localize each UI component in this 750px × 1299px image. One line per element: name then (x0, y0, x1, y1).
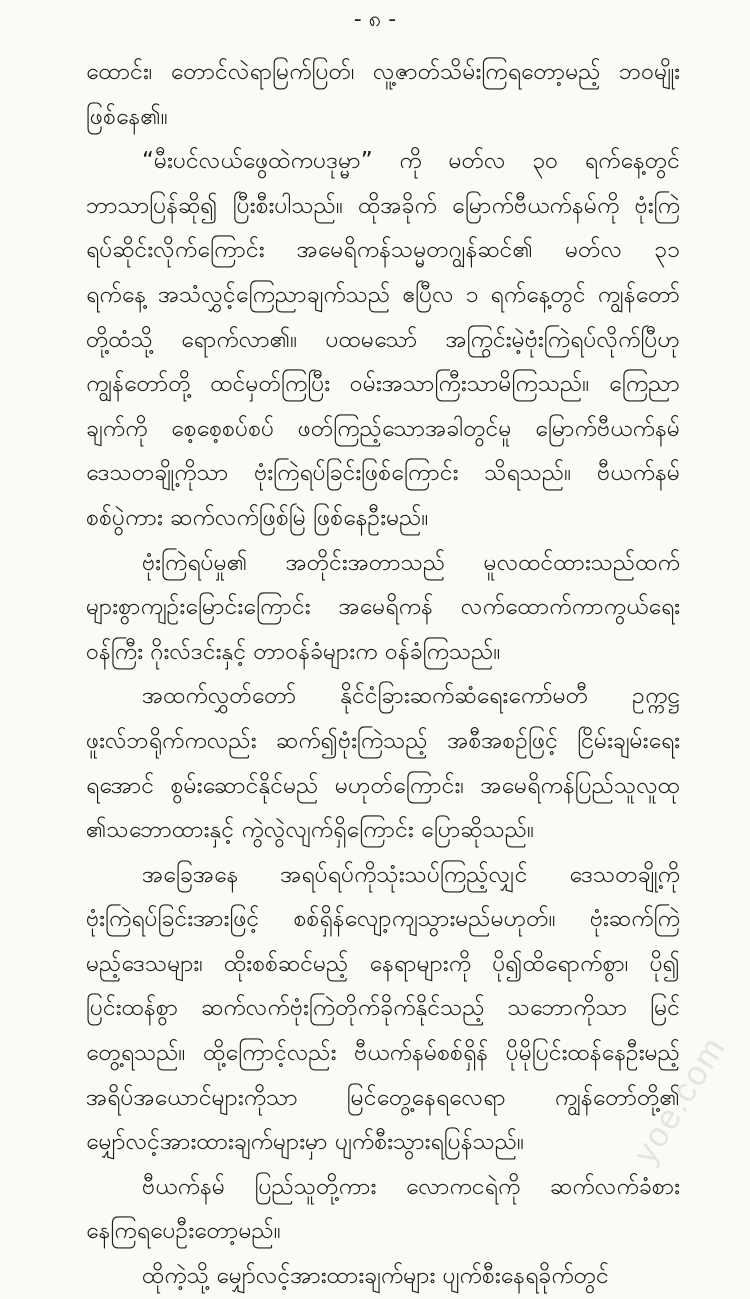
text-line: ၏သဘောထားနှင့် ကွဲလွဲလျက်ရှိကြောင်း ပြောဆိုသည်။ (86, 817, 535, 844)
text-line: ရအောင် စွမ်းဆောင်နိုင်မည် မဟုတ်ကြောင်း၊ အမေရိကန်ပြည်သူလူထု (86, 772, 680, 799)
text-line: ဝန်ကြီး ဂိုးလ်ဒင်းနှင့် တာဝန်ခံများက ဝန်ခံကြသည်။ (86, 638, 501, 665)
text-line: ဒေသတချို့ကိုသာ ဗုံးကြဲရပ်ခြင်းဖြစ်ကြောင်း သိရသည်။ ဗီယက်နမ် (86, 460, 680, 487)
text-line: ထိုကဲ့သို့ မျှော်လင့်အားထားချက်များ ပျက်စီးနေရခိုက်တွင် (142, 1263, 609, 1290)
text-line: အရိပ်အယောင်များကိုသာ မြင်တွေ့နေရလေရာ ကျွန်တော်တို့၏ (86, 1084, 680, 1111)
text-line: စစ်ပွဲကား ဆက်လက်ဖြစ်မြဲ ဖြစ်နေဦးမည်။ (86, 504, 429, 531)
text-line: “မီးပင်လယ်ဖွေထဲကပဒုမ္မာ” ကို မတ်လ ၃၀ ရက်နေ့တွင် (142, 148, 680, 175)
text-line: မျှော်လင့်အားထားချက်များမှာ ပျက်စီးသွားရပြန်သည်။ (86, 1129, 525, 1156)
watermark: yoe.com (625, 1029, 734, 1171)
text-line: တို့ထံသို့ ရောက်လာ၏။ ပထမသော် အကြွင်းမဲ့ဗုံးကြဲရပ်လိုက်ပြီဟု (86, 326, 680, 353)
text-line: ဖြစ်နေ၏။ (86, 103, 168, 130)
text-line: ပြင်းထန်စွာ ဆက်လက်ဗုံးကြဲတိုက်ခိုက်နိုင်သည့် သဘောကိုသာ မြင် (86, 995, 680, 1022)
text-line: ကျွန်တော်တို့ ထင်မှတ်ကြပြီး ဝမ်းအသာကြီးသာမိကြသည်။ ကြေညာ (86, 371, 680, 398)
page-number: - ၈ - (353, 7, 397, 32)
text-line: ဗုံးကြဲရပ်ခြင်းအားဖြင့် စစ်ရှိန်လျော့ကျသွားမည်မဟုတ်။ ဗုံးဆက်ကြဲ (86, 906, 680, 933)
text-line: ရပ်ဆိုင်းလိုက်ကြောင်း အမေရိကန်သမ္မတဂျွန်ဆင်၏ မတ်လ ၃၁ (86, 237, 680, 264)
text-line: ထောင်း၊ တောင်လဲရာမြက်ပြတ်၊ လူ့ဇာတ်သိမ်းကြရတော့မည့် ဘ၀မျိုး (86, 59, 680, 85)
body-text (86, 50, 680, 1299)
text-line: ဘာသာပြန်ဆို၍ ပြီးစီးပါသည်။ ထိုအခိုက် မြောက်ဗီယက်နမ်ကို ဗုံးကြဲ (86, 192, 680, 219)
text-line: အထက်လွှတ်တော် နိုင်ငံခြားဆက်ဆံရေးကော်မတီ ဥက္ကဋ္ဌ (142, 683, 680, 710)
text-line: များစွာကျဉ်းမြောင်းကြောင်း အမေရိကန် လက်ထောက်ကာကွယ်ရေး (86, 594, 680, 621)
text-line: ဗုံးကြဲရပ်မှု၏ အတိုင်းအတာသည် မူလထင်ထားသည်ထက် (142, 549, 680, 576)
text-line: ချက်ကို စေ့စေ့စပ်စပ် ဖတ်ကြည့်သောအခါတွင်မူ မြောက်ဗီယက်နမ် (86, 415, 680, 442)
text-line: အခြေအနေ အရပ်ရပ်ကိုသုံးသပ်ကြည့်လျှင် ဒေသတချို့ကို (142, 861, 680, 888)
text-line: နေကြရပေဦးတော့မည်။ (86, 1218, 281, 1245)
text-line: မည့်ဒေသများ၊ ထိုးစစ်ဆင်မည့် နေရာများကို ပို၍ထိရောက်စွာ၊ ပို၍ (86, 950, 680, 977)
text-line: ဗီယက်နမ် ပြည်သူတို့ကား လောကငရဲကို ဆက်လက်ခံစား (142, 1173, 680, 1200)
text-line: ရက်နေ့ အသံလွှင့်ကြေညာချက်သည် ဧပြီလ ၁ ရက်နေ့တွင် ကျွန်တော် (86, 281, 680, 308)
text-line: တွေ့ရသည်။ ထို့ကြောင့်လည်း ဗီယက်နမ်စစ်ရှိန် ပိုမိုပြင်းထန်နေဦးမည့် (86, 1040, 680, 1067)
text-line: ဖူးလ်ဘရိုက်ကလည်း ဆက်၍ဗုံးကြဲသည့် အစီအစဉ်ဖြင့် ငြိမ်းချမ်းရေး (86, 727, 680, 754)
